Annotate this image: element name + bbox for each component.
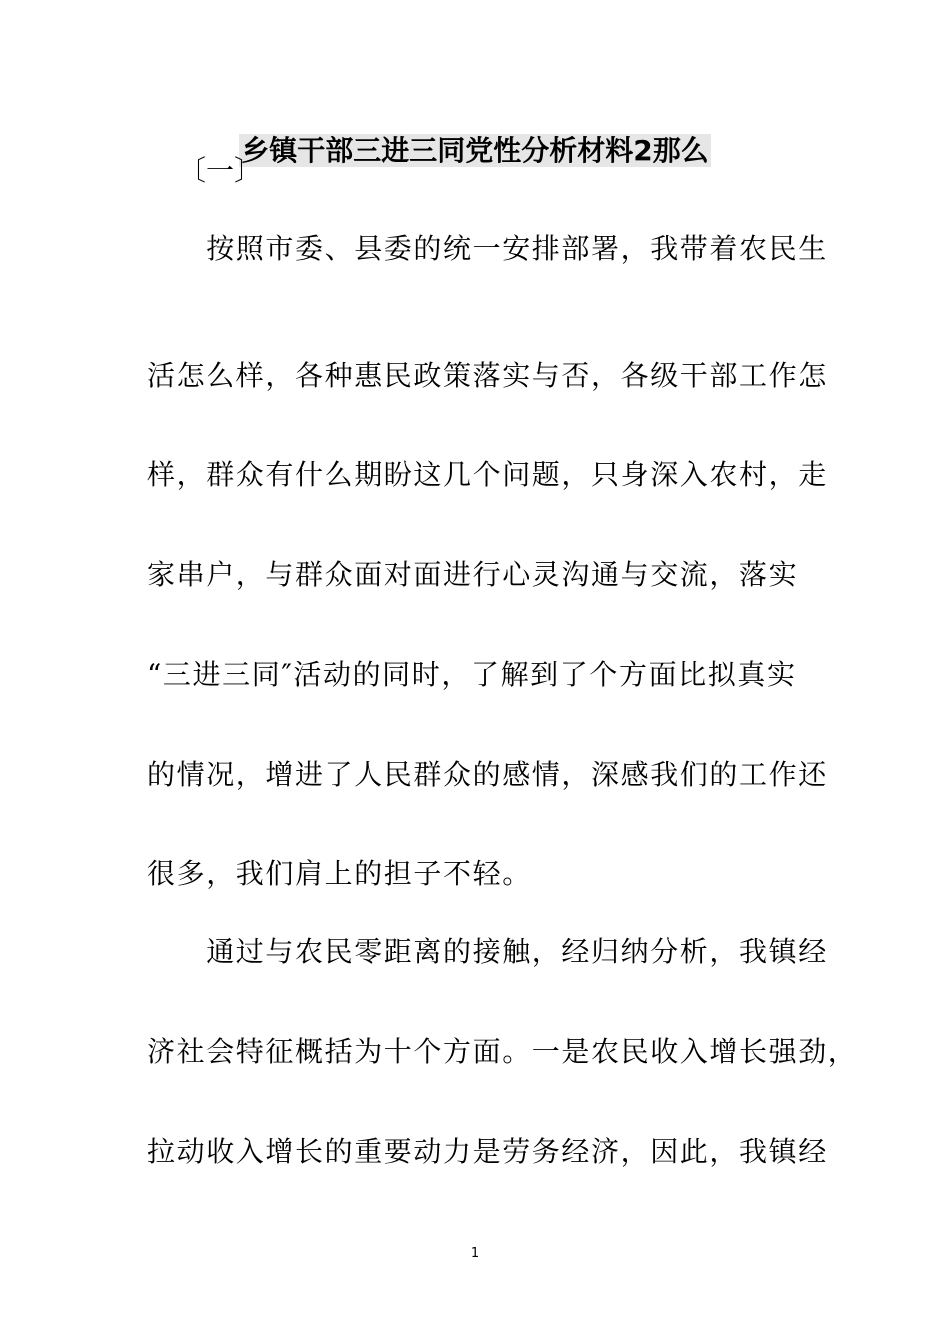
body-line-7: 很多，我们肩上的担子不轻。 xyxy=(147,857,532,890)
body-line-9: 济社会特征概括为十个方面。一是农民收入增长强劲， xyxy=(147,1035,858,1068)
section-mark: 〔一〕 xyxy=(178,154,263,187)
title-text: 乡镇干部三进三同党性分析材料2那么 xyxy=(241,134,709,167)
body-line-6: 的情况，增进了人民群众的感情，深感我们的工作还 xyxy=(147,758,828,791)
body-line-5: “三进三同″活动的同时，了解到了个方面比拟真实 xyxy=(147,658,797,691)
body-line-2: 活怎么样，各种惠民政策落实与否，各级干部工作怎 xyxy=(147,359,828,392)
page-number: 1 xyxy=(470,1246,480,1261)
document-title xyxy=(0,131,950,171)
body-line-10: 拉动收入增长的重要动力是劳务经济，因此，我镇经 xyxy=(147,1135,828,1168)
body-line-3: 样，群众有什么期盼这几个问题，只身深入农村，走 xyxy=(147,458,828,491)
body-line-4: 家串户，与群众面对面进行心灵沟通与交流，落实 xyxy=(147,558,799,591)
body-line-1: 按照市委、县委的统一安排部署，我带着农民生 xyxy=(147,232,828,265)
body-line-8: 通过与农民零距离的接触，经归纳分析，我镇经 xyxy=(147,935,828,968)
